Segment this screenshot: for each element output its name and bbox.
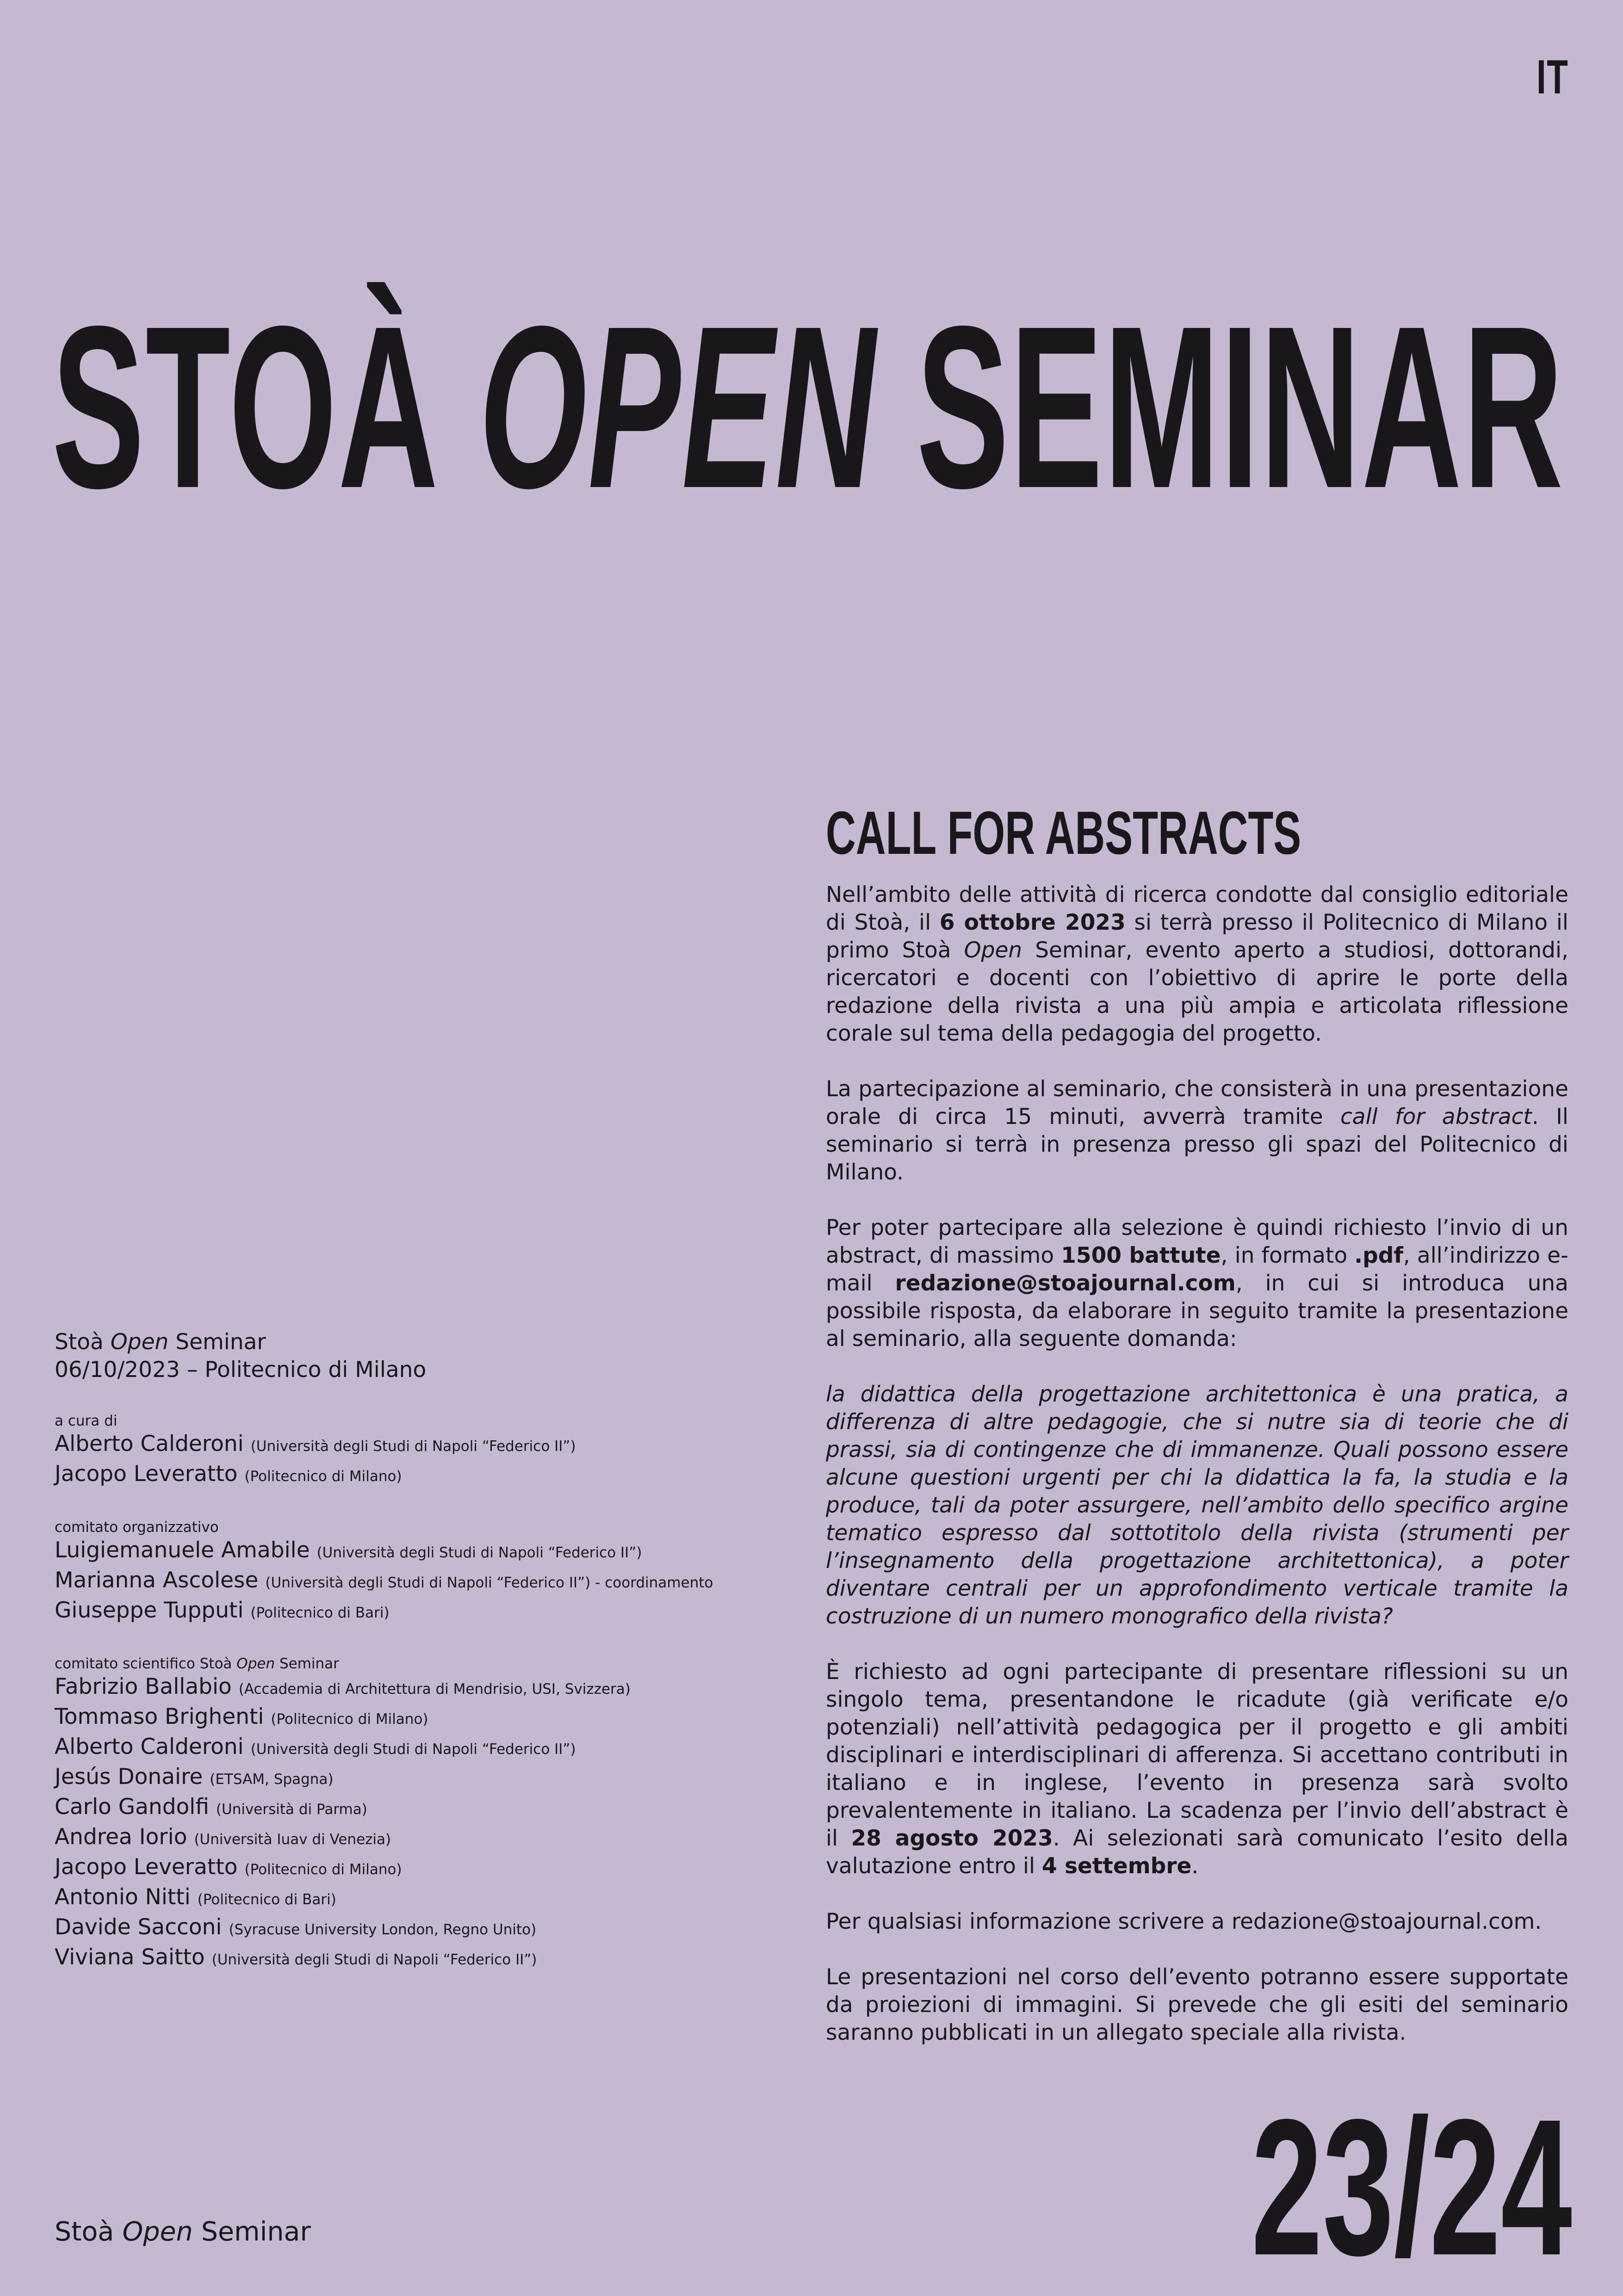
person-name: Andrea Iorio (55, 1824, 187, 1850)
text: Stoà (55, 1329, 111, 1355)
person-name: Davide Sacconi (55, 1914, 222, 1940)
call-heading: CALL FOR ABSTRACTS (826, 799, 1301, 867)
person-affiliation: (Accademia di Architettura di Mendrisio, USI, Svizzera) (238, 1681, 631, 1697)
seminar-date-place: 06/10/2023 – Politecnico di Milano (55, 1357, 427, 1383)
person-affiliation: (Università degli Studi di Napoli “Federico II”) (250, 1438, 576, 1455)
call-paragraph-2 (826, 1075, 1568, 1186)
text: . (1191, 1853, 1199, 1879)
result-date: 4 settembre (1042, 1853, 1192, 1879)
scientific-label (55, 1654, 776, 1673)
person-name: Carlo Gandolfi (55, 1794, 209, 1820)
text: La partecipazione al seminario, che consisterà in una presentazione orale di circa 15 minuti, avverrà tramite (826, 1076, 1568, 1129)
call-question (826, 1381, 1568, 1630)
person-row (55, 1537, 776, 1567)
call-paragraph-3 (826, 1214, 1568, 1353)
text-cfa: call for abstract (1340, 1104, 1532, 1129)
text-open: Open (964, 938, 1022, 963)
text-open: Open (110, 1329, 169, 1355)
person-affiliation: (Università degli Studi di Napoli “Federico II”) (250, 1741, 576, 1758)
call-paragraph-7: Le presentazioni nel corso dell’evento potranno essere supportate da proiezioni di immagini. Si prevede che gli esiti del seminario saranno pubblicati in un allegato speciale alla rivista. (826, 1964, 1568, 2045)
text: . Ai selezionati sarà comunicato l’esito della valutazione entro il (826, 1826, 1568, 1879)
person-row (55, 1793, 776, 1823)
title-part-open: OPEN (479, 278, 877, 536)
person-affiliation: (Università degli Studi di Napoli “Federico II”) (316, 1544, 642, 1561)
person-name: Tommaso Brighenti (55, 1704, 264, 1729)
person-name: Fabrizio Ballabio (55, 1674, 232, 1699)
seminar-name (55, 1328, 776, 1356)
question-text: la didattica della progettazione architettonica è una pratica, a differenza di altre pedagogie, che si nutre sia di teorie che di prassi, sia di contingenze che di immanenze. Quali possono essere alcune questioni urgenti per chi la didattica la fa, la studia e la produce, tali da poter assurgere, nell’ambito dello specifico argine tematico espresso dal sottotitolo della rivista (strumenti per l’insegnamento della progettazione architettonica), a poter diventare centrali per un approfondimento verticale tramite la costruzione di un numero monografico della rivista? (826, 1382, 1568, 1629)
call-paragraph-1 (826, 881, 1568, 1048)
person-row (55, 1567, 776, 1597)
title-part-seminar: SEMINAR (916, 278, 1565, 536)
call-body (826, 881, 1568, 2074)
file-format: .pdf (1354, 1243, 1403, 1268)
language-label: IT (1536, 50, 1568, 104)
event-date: 6 ottobre 2023 (939, 910, 1126, 935)
text: Seminar (192, 2216, 311, 2247)
text-open: Open (122, 2216, 193, 2247)
person-name: Viviana Saitto (55, 1944, 205, 1970)
deadline-date: 28 agosto 2023 (851, 1826, 1053, 1851)
call-paragraph-5 (826, 1658, 1568, 1880)
person-row (55, 1883, 776, 1913)
person-name: Alberto Calderoni (55, 1431, 244, 1457)
person-row (55, 1673, 776, 1703)
text: Seminar, evento aperto a studiosi, dottorandi, ricercatori e docenti con l’obiettivo di aprire le porte della redazione della rivista a una più ampia e articolata riflessione corale sul tema della pedagogia del progetto. (826, 938, 1569, 1046)
person-affiliation: (Syracuse University London, Regno Unito) (229, 1921, 537, 1938)
text: Seminar (275, 1655, 339, 1672)
person-affiliation: (Università degli Studi di Napoli “Federico II”) (211, 1951, 537, 1968)
text: Stoà (55, 2216, 123, 2247)
text: Nell’ambito delle attività di ricerca condotte dal consiglio editoriale di Stoà, il (826, 882, 1568, 935)
person-name: Jacopo Leveratto (55, 1461, 238, 1487)
person-name: Alberto Calderoni (55, 1734, 244, 1759)
person-affiliation: (Università di Parma) (216, 1801, 367, 1818)
person-affiliation: (ETSAM, Spagna) (210, 1771, 334, 1788)
text: comitato scientifico Stoà (55, 1655, 237, 1672)
person-row (55, 1733, 776, 1763)
organizing-label: comitato organizzativo (55, 1519, 219, 1536)
text: , all’indirizzo e-mail (826, 1243, 1568, 1296)
organizing-list (55, 1537, 776, 1627)
text: È richiesto ad ogni partecipante di presentare riflessioni su un singolo tema, presentandone le ricadute (già verificate e/o potenziali) nell’attività pedagogica per il progetto e gli ambiti disciplinari e interdisciplinari di afferenza. Si accettano contributi in italiano e in inglese, l’evento in presenza sarà svolto prevalentemente in italiano. La scadenza per l’invio dell’abstract è il (826, 1659, 1568, 1851)
footer-seminar-name (55, 2216, 311, 2248)
curators-list (55, 1430, 776, 1490)
char-limit: 1500 battute (1061, 1243, 1221, 1268)
scientific-list (55, 1673, 776, 1974)
person-affiliation: (Politecnico di Bari) (250, 1605, 390, 1621)
text-open: Open (236, 1655, 275, 1672)
issue-number: 23/24 (1251, 2079, 1572, 2296)
person-name: Luigiemanuele Amabile (55, 1537, 310, 1563)
text: , in cui si introduca una possibile risposta, da elaborare in seguito tramite la presentazione al seminario, alla seguente domanda: (826, 1271, 1568, 1352)
person-row (55, 1913, 776, 1944)
person-affiliation: (Politecnico di Milano) (271, 1711, 428, 1728)
text: Per poter partecipare alla selezione è quindi richiesto l’invio di un abstract, di massimo (826, 1215, 1568, 1268)
call-paragraph-6: Per qualsiasi informazione scrivere a redazione@stoajournal.com. (826, 1909, 1542, 1934)
person-row (55, 1944, 776, 1974)
person-affiliation: (Università degli Studi di Napoli “Federico II”) - coordinamento (265, 1574, 713, 1591)
person-affiliation: (Politecnico di Milano) (244, 1861, 402, 1878)
person-affiliation: (Politecnico di Bari) (197, 1891, 336, 1908)
person-name: Jacopo Leveratto (55, 1854, 238, 1880)
title-part-stoa: STOÀ (52, 278, 440, 536)
person-row (55, 1763, 776, 1793)
person-row (55, 1703, 776, 1733)
text: Seminar (168, 1329, 266, 1355)
person-row (55, 1853, 776, 1883)
person-affiliation: (Università Iuav di Venezia) (194, 1831, 391, 1848)
person-name: Antonio Nitti (55, 1884, 191, 1910)
curators-label: a cura di (55, 1413, 118, 1429)
text: si terrà presso il Politecnico di Milano il primo Stoà (826, 910, 1568, 963)
person-row (55, 1597, 776, 1627)
text: , in formato (1220, 1243, 1355, 1268)
person-name: Giuseppe Tupputi (55, 1598, 244, 1623)
credits-column (55, 1328, 776, 1974)
person-row (55, 1823, 776, 1853)
person-name: Marianna Ascolese (55, 1568, 259, 1593)
person-name: Jesús Donaire (55, 1764, 203, 1790)
email-link[interactable]: redazione@stoajournal.com (895, 1271, 1236, 1296)
page-title (52, 278, 1565, 536)
person-row (55, 1460, 776, 1490)
text: . Il seminario si terrà in presenza presso gli spazi del Politecnico di Milano. (826, 1104, 1568, 1185)
person-row (55, 1430, 776, 1460)
person-affiliation: (Politecnico di Milano) (244, 1468, 402, 1485)
